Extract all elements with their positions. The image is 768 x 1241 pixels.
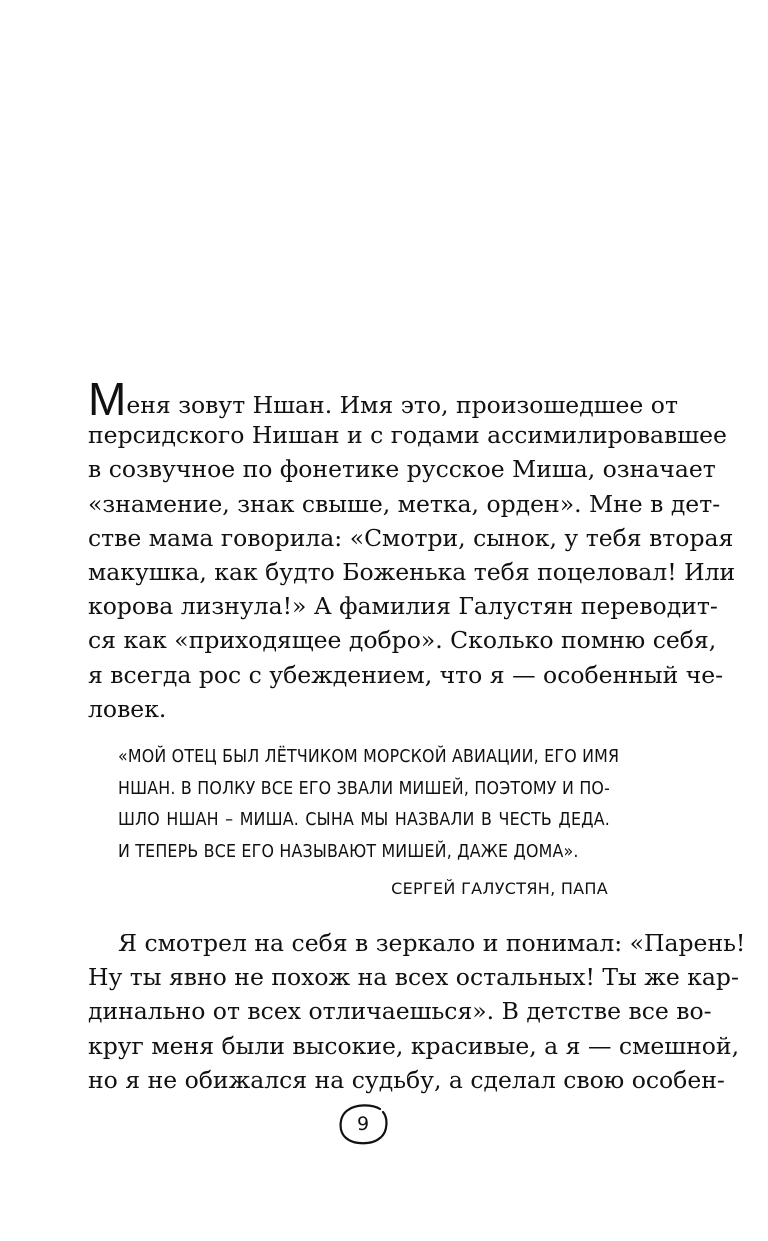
paragraph-line: Ну ты явно не похож на всех остальных! Ты же кар- bbox=[88, 963, 739, 992]
paragraph-line: ся как «приходящее добро». Сколько помню себя, bbox=[88, 626, 717, 655]
quote-line: «МОЙ ОТЕЦ БЫЛ ЛЁТЧИКОМ МОРСКОЙ АВИАЦИИ, ЕГО ИМЯ bbox=[118, 747, 620, 767]
paragraph-line: динально от всех отличаешься». В детстве все во- bbox=[88, 997, 712, 1026]
paragraph-line: ловек. bbox=[88, 694, 167, 723]
paragraph-line: круг меня были высокие, красивые, а я — смешной, bbox=[88, 1031, 740, 1060]
paragraph-line: в созвучное по фонетике русское Миша, означает bbox=[88, 455, 716, 484]
paragraph-line-text: еня зовут Ншан. Имя это, произошедшее от bbox=[126, 391, 678, 419]
paragraph-line: макушка, как будто Боженька тебя поцеловал! Или bbox=[88, 557, 736, 586]
paragraph-line bbox=[88, 373, 678, 425]
paragraph-line: Я смотрел на себя в зеркало и понимал: «Парень! bbox=[118, 929, 746, 957]
paragraph-line: корова лизнула!» А фамилия Галустян переводит- bbox=[88, 592, 718, 621]
quote-line: И ТЕПЕРЬ ВСЕ ЕГО НАЗЫВАЮТ МИШЕЙ, ДАЖЕ ДОМА». bbox=[118, 841, 579, 862]
paragraph-line: но я не обижался на судьбу, а сделал свою особен- bbox=[88, 1065, 725, 1094]
dropcap-letter: М bbox=[88, 373, 126, 425]
paragraph-intro bbox=[88, 373, 736, 726]
quote-attribution: СЕРГЕЙ ГАЛУСТЯН, ПАПА bbox=[391, 879, 608, 898]
paragraph-line: «знамение, знак свыше, метка, орден». Мне в дет- bbox=[88, 489, 721, 518]
quote-block bbox=[118, 742, 620, 868]
page-number: 9 bbox=[356, 1113, 370, 1135]
paragraph-line: персидского Нишан и с годами ассимилировавшее bbox=[88, 421, 727, 450]
quote-line: ШЛО НШАН – МИША. СЫНА МЫ НАЗВАЛИ В ЧЕСТЬ ДЕДА. bbox=[118, 810, 610, 831]
quote-line: НШАН. В ПОЛКУ ВСЕ ЕГО ЗВАЛИ МИШЕЙ, ПОЭТОМУ И ПО- bbox=[118, 778, 610, 799]
page-number-badge bbox=[336, 1102, 390, 1146]
paragraph-mirror bbox=[88, 926, 746, 1097]
paragraph-line: стве мама говорила: «Смотри, сынок, у тебя вторая bbox=[88, 523, 734, 552]
paragraph-line: я всегда рос с убеждением, что я — особенный че- bbox=[88, 660, 724, 689]
